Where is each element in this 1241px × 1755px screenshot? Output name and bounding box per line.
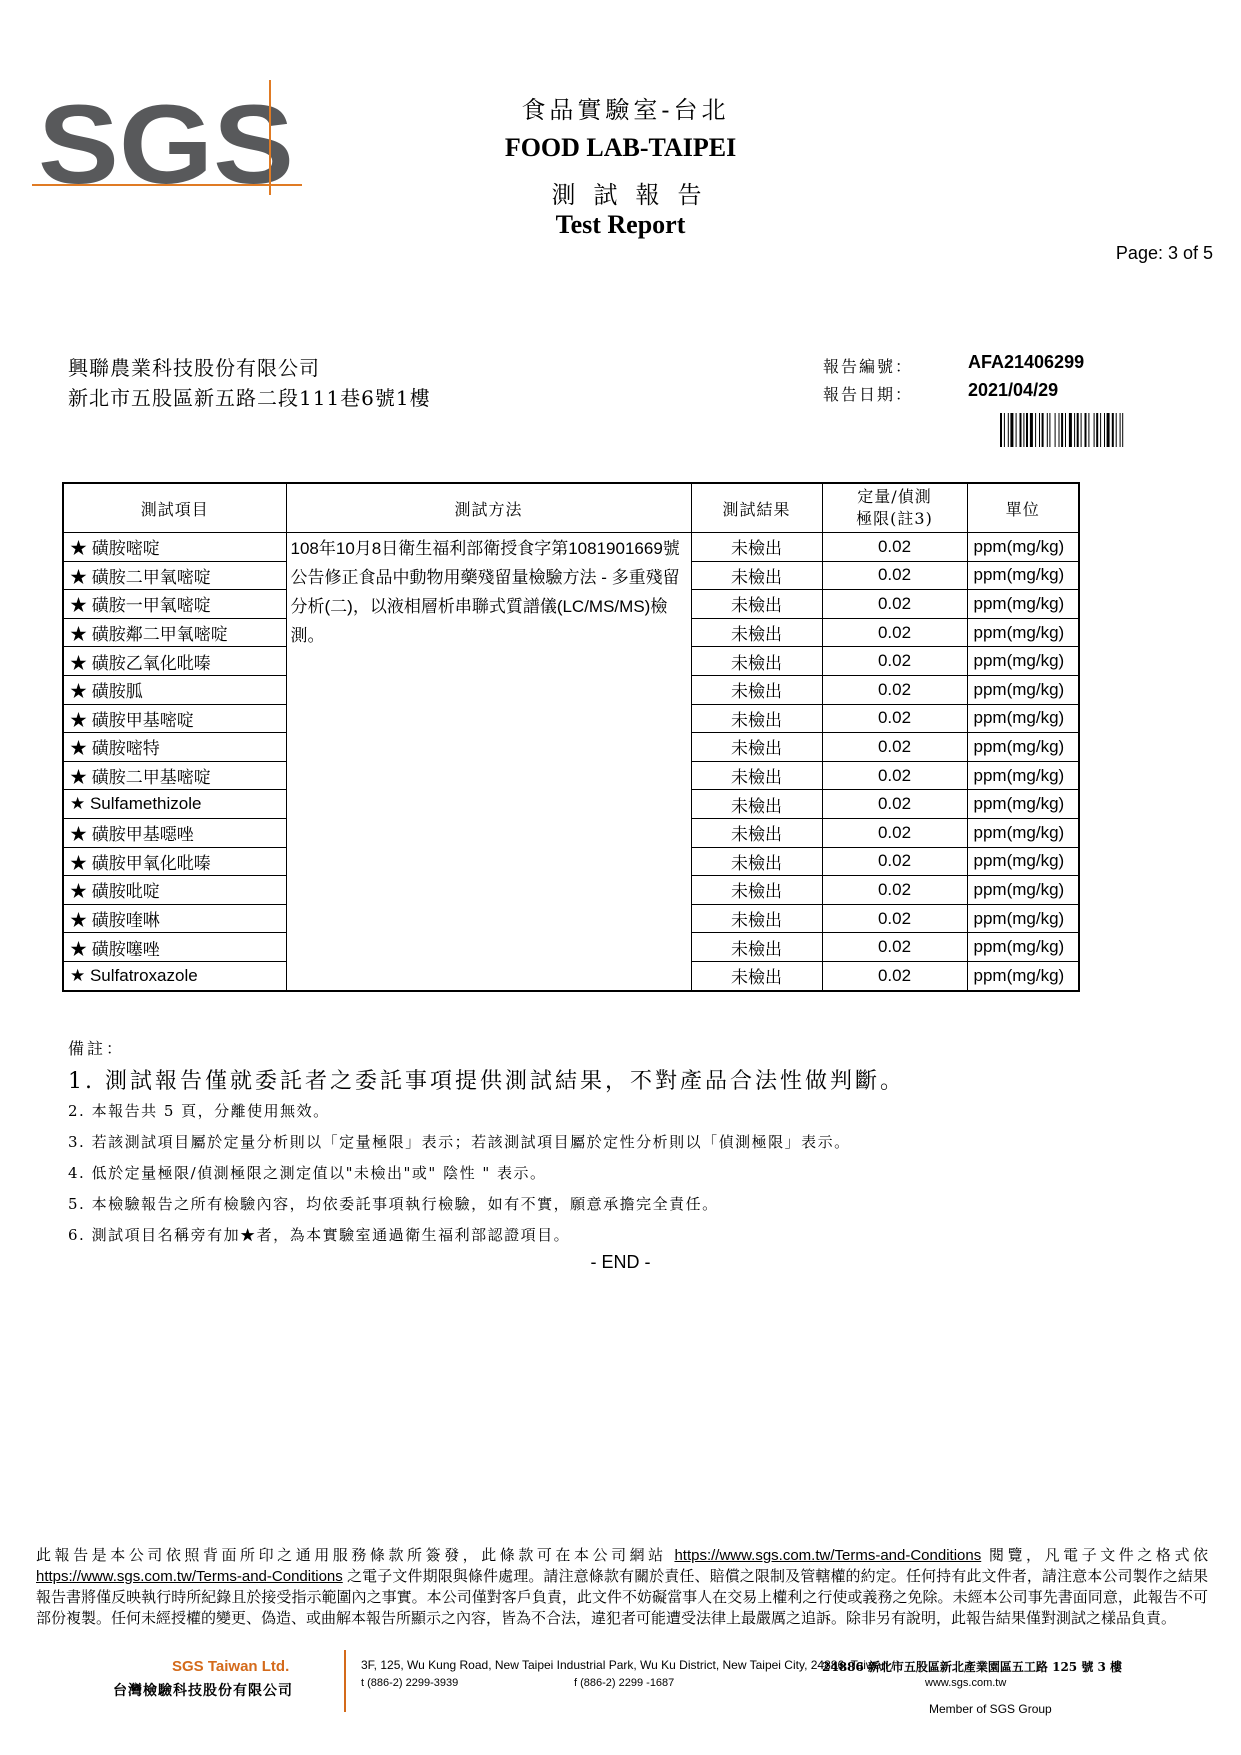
disclaimer-text-3: 之電子文件期限與條件處理。請注意條款有關於責任、賠償之限制及管轄權的約定。任何持有此文件者，請注意本公司製作之結果報告書將僅反映執行時所紀錄且於接受指示範圍內之事實。本公司僅對客戶負責，此文件不妨礙當事人在交易上權利之行使或義務之免除。未經本公司事先書面同意，此報告不可部份複製。任何未經授權的變更、偽造、或曲解本報告所顯示之內容，皆為不合法，違犯者可能遭受法律上最嚴厲之追訴。除非另有說明，此報告結果僅對測試之樣品負責。 <box>36 1568 1208 1627</box>
detection-limit: 0.02 <box>822 761 967 790</box>
barcode-bar <box>1020 413 1022 447</box>
test-item: ★ 磺胺二甲氧嘧啶 <box>63 561 286 590</box>
test-item: ★ 磺胺甲基嘧啶 <box>63 704 286 733</box>
barcode-bar <box>1008 413 1009 447</box>
barcode-bar <box>1104 413 1105 447</box>
barcode-bar <box>1074 413 1075 447</box>
barcode-bar <box>1094 413 1095 447</box>
report-title-en: Test Report <box>555 210 686 239</box>
unit: ppm(mg/kg) <box>967 847 1079 876</box>
unit: ppm(mg/kg) <box>967 733 1079 762</box>
barcode-bar <box>1026 413 1028 447</box>
note-5: 5. 本檢驗報告之所有檢驗內容，均依委託事項執行檢驗，如有不實，願意承擔完全責任。 <box>68 1195 719 1213</box>
detection-limit: 0.02 <box>822 590 967 619</box>
report-date-label: 報告日期： <box>823 385 914 404</box>
test-result: 未檢出 <box>691 847 822 876</box>
note-2: 2. 本報告共 5 頁，分離使用無效。 <box>68 1102 330 1120</box>
note-3: 3. 若該測試項目屬於定量分析則以「定量極限」表示；若該測試項目屬於定性分析則以「偵測極限」表示。 <box>68 1133 851 1151</box>
barcode-bar <box>1042 413 1044 447</box>
barcode-bar <box>1004 413 1005 447</box>
disclaimer <box>36 1545 1208 1629</box>
test-item: ★ 磺胺乙氧化吡嗪 <box>63 647 286 676</box>
footer-company-en: SGS Taiwan Ltd. <box>172 1658 290 1675</box>
page-number: Page: 3 of 5 <box>1115 243 1213 263</box>
barcode-bar <box>1069 413 1072 447</box>
note-1: 1. 測試報告僅就委託者之委託事項提供測試結果，不對產品合法性做判斷。 <box>68 1069 905 1094</box>
barcode-bar <box>1055 413 1056 447</box>
results-table <box>62 482 1080 992</box>
unit: ppm(mg/kg) <box>967 618 1079 647</box>
disclaimer-text-2: 閱覽，凡電子文件之格式依 <box>981 1547 1209 1564</box>
footer-fax: f (886-2) 2299 -1687 <box>574 1677 675 1689</box>
report-no-label: 報告編號： <box>823 357 914 376</box>
unit: ppm(mg/kg) <box>967 876 1079 905</box>
test-result: 未檢出 <box>691 818 822 847</box>
header-item: 測試項目 <box>63 483 286 533</box>
detection-limit: 0.02 <box>822 533 967 562</box>
barcode-bar <box>1061 413 1063 447</box>
table-header-row <box>63 483 1079 533</box>
report-date-value: 2021/04/29 <box>968 380 1059 400</box>
detection-limit: 0.02 <box>822 647 967 676</box>
detection-limit: 0.02 <box>822 933 967 962</box>
barcode-bar <box>1088 413 1089 447</box>
unit: ppm(mg/kg) <box>967 904 1079 933</box>
header-limit-line1: 定量/偵測 <box>857 487 932 506</box>
barcode-bar <box>1107 413 1110 447</box>
unit: ppm(mg/kg) <box>967 790 1079 819</box>
barcode-bar <box>1065 413 1066 447</box>
detection-limit: 0.02 <box>822 675 967 704</box>
barcode-bar <box>1081 413 1082 447</box>
test-item: ★ 磺胺二甲基嘧啶 <box>63 761 286 790</box>
detection-limit: 0.02 <box>822 847 967 876</box>
footer-member: Member of SGS Group <box>929 1702 1052 1716</box>
header-limit-line2: 極限(註3) <box>856 509 933 528</box>
test-result: 未檢出 <box>691 590 822 619</box>
footer-divider <box>344 1650 346 1712</box>
barcode <box>1000 413 1170 447</box>
test-item: ★ 磺胺噻唑 <box>63 933 286 962</box>
detection-limit: 0.02 <box>822 818 967 847</box>
test-result: 未檢出 <box>691 733 822 762</box>
svg-text:SGS: SGS <box>38 82 294 195</box>
test-result: 未檢出 <box>691 904 822 933</box>
test-result: 未檢出 <box>691 618 822 647</box>
detection-limit: 0.02 <box>822 704 967 733</box>
barcode-bar <box>1016 413 1017 447</box>
unit: ppm(mg/kg) <box>967 647 1079 676</box>
test-result: 未檢出 <box>691 675 822 704</box>
client-name: 興聯農業科技股份有限公司 <box>68 356 320 380</box>
test-item: ★ Sulfamethizole <box>63 790 286 819</box>
detection-limit: 0.02 <box>822 904 967 933</box>
footer-website[interactable]: www.sgs.com.tw <box>925 1677 1007 1689</box>
note-6: 6. 測試項目名稱旁有加★者，為本實驗室通過衛生福利部認證項目。 <box>68 1226 571 1244</box>
barcode-bar <box>1077 413 1079 447</box>
unit: ppm(mg/kg) <box>967 533 1079 562</box>
unit: ppm(mg/kg) <box>967 933 1079 962</box>
test-method: 108年10月8日衛生福利部衛授食字第1081901669號公告修正食品中動物用藥殘留量檢驗方法 - 多重殘留分析(二)，以液相層析串聯式質譜儀(LC/MS/MS)檢測。 <box>286 533 691 991</box>
header-limit <box>822 483 967 533</box>
terms-link-2[interactable]: https://www.sgs.com.tw/Terms-and-Conditions <box>36 1568 343 1585</box>
test-item: ★ Sulfatroxazole <box>63 961 286 990</box>
test-item: ★ 磺胺嘧啶 <box>63 533 286 562</box>
barcode-bar <box>1047 413 1048 447</box>
test-result: 未檢出 <box>691 533 822 562</box>
footer-company-zh: 台灣檢驗科技股份有限公司 <box>113 1683 293 1699</box>
barcode-bar <box>1035 413 1036 447</box>
header-unit: 單位 <box>967 483 1079 533</box>
detection-limit: 0.02 <box>822 961 967 990</box>
barcode-bar <box>1122 413 1123 447</box>
test-result: 未檢出 <box>691 761 822 790</box>
barcode-bar <box>1010 413 1013 447</box>
barcode-bar <box>1030 413 1033 447</box>
footer-address-zh: 24886 新北市五股區新北產業園區五工路 125 號 3 樓 <box>822 1660 1123 1674</box>
barcode-bar <box>1100 413 1101 447</box>
unit: ppm(mg/kg) <box>967 590 1079 619</box>
barcode-bar <box>1059 413 1060 447</box>
test-item: ★ 磺胺一甲氧嘧啶 <box>63 590 286 619</box>
barcode-bar <box>1120 413 1121 447</box>
client-address: 新北市五股區新五路二段111巷6號1樓 <box>68 386 431 410</box>
barcode-bar <box>1116 413 1117 447</box>
barcode-bar <box>1000 413 1002 447</box>
detection-limit: 0.02 <box>822 618 967 647</box>
lab-title-en: FOOD LAB-TAIPEI <box>504 133 737 162</box>
report-no-value: AFA21406299 <box>968 352 1085 372</box>
test-result: 未檢出 <box>691 790 822 819</box>
barcode-bar <box>1049 413 1050 447</box>
test-item: ★ 磺胺鄰二甲氧嘧啶 <box>63 618 286 647</box>
notes-heading: 備註： <box>68 1039 126 1058</box>
footer-tel: t (886-2) 2299-3939 <box>361 1677 459 1689</box>
test-item: ★ 磺胺甲氧化吡嗪 <box>63 847 286 876</box>
barcode-bar <box>1039 413 1040 447</box>
test-result: 未檢出 <box>691 561 822 590</box>
table-row <box>63 533 1079 562</box>
barcode-bar <box>1023 413 1024 447</box>
unit: ppm(mg/kg) <box>967 761 1079 790</box>
barcode-bar <box>1096 413 1098 447</box>
test-result: 未檢出 <box>691 704 822 733</box>
note-4: 4. 低於定量極限/偵測極限之測定值以"未檢出"或" 陰性 " 表示。 <box>68 1164 547 1182</box>
end-marker: - END - <box>590 1252 651 1272</box>
unit: ppm(mg/kg) <box>967 961 1079 990</box>
detection-limit: 0.02 <box>822 876 967 905</box>
detection-limit: 0.02 <box>822 790 967 819</box>
detection-limit: 0.02 <box>822 733 967 762</box>
test-item: ★ 磺胺嘧特 <box>63 733 286 762</box>
unit: ppm(mg/kg) <box>967 704 1079 733</box>
header-method: 測試方法 <box>286 483 691 533</box>
barcode-bar <box>1085 413 1087 447</box>
test-item: ★ 磺胺吡啶 <box>63 876 286 905</box>
unit: ppm(mg/kg) <box>967 818 1079 847</box>
barcode-bar <box>1112 413 1114 447</box>
test-item: ★ 磺胺甲基噁唑 <box>63 818 286 847</box>
test-result: 未檢出 <box>691 876 822 905</box>
test-result: 未檢出 <box>691 647 822 676</box>
report-title-zh: 測試報告 <box>551 181 720 209</box>
terms-link-1[interactable]: https://www.sgs.com.tw/Terms-and-Conditions <box>674 1547 982 1564</box>
test-item: ★ 磺胺喹啉 <box>63 904 286 933</box>
footer-address-en: 3F, 125, Wu Kung Road, New Taipei Industrial Park, Wu Ku District, New Taipei City, 24886, Taiwan / <box>361 1658 895 1672</box>
lab-title-zh: 食品實驗室-台北 <box>521 96 730 124</box>
disclaimer-text-1: 此報告是本公司依照背面所印之通用服務條款所簽發，此條款可在本公司網站 <box>36 1547 675 1564</box>
test-result: 未檢出 <box>691 933 822 962</box>
detection-limit: 0.02 <box>822 561 967 590</box>
unit: ppm(mg/kg) <box>967 675 1079 704</box>
test-result: 未檢出 <box>691 961 822 990</box>
unit: ppm(mg/kg) <box>967 561 1079 590</box>
test-item: ★ 磺胺胍 <box>63 675 286 704</box>
header-result: 測試結果 <box>691 483 822 533</box>
